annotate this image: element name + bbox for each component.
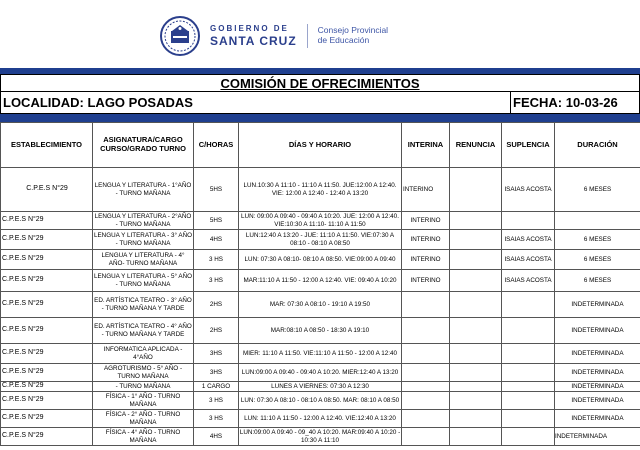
col-dias: DÍAS Y HORARIO <box>239 123 402 168</box>
cell-interina: INTERINO <box>402 212 450 230</box>
cell-horas: 5HS <box>194 212 239 230</box>
cell-suplencia <box>502 392 555 410</box>
cell-establecimiento: C.P.E.S N°29 <box>1 382 93 392</box>
cell-horas: 1 CARGO <box>194 382 239 392</box>
table-row <box>1 318 640 344</box>
cell-interina <box>402 428 450 446</box>
cell-dias: MIER: 11:10 A 11:50. VIE:11:10 A 11:50 - 12:00 A 12:40 <box>239 344 402 364</box>
consejo-name <box>318 26 388 46</box>
cell-dias: LUNES A VIERNES: 07:30 A 12:30 <box>239 382 402 392</box>
cell-establecimiento: C.P.E.S N°29 <box>1 364 93 382</box>
col-establecimiento: ESTABLECIMIENTO <box>1 123 93 168</box>
government-name <box>210 25 297 47</box>
cell-renuncia <box>450 212 502 230</box>
cell-horas: 4HS <box>194 428 239 446</box>
cell-duracion: INDETERMINADA <box>555 344 640 364</box>
table-row <box>1 428 640 446</box>
cell-duracion <box>555 428 640 446</box>
table-row <box>1 250 640 270</box>
cell-suplencia: ISAIAS ACOSTA <box>502 230 555 250</box>
cell-duracion: 6 MESES <box>555 230 640 250</box>
cell-renuncia <box>450 250 502 270</box>
cell-establecimiento: C.P.E.S N°29 <box>1 168 93 212</box>
table-row <box>1 270 640 292</box>
cell-establecimiento: C.P.E.S N°29 <box>1 230 93 250</box>
cell-horas: 2HS <box>194 292 239 318</box>
cell-suplencia <box>502 212 555 230</box>
cell-renuncia <box>450 382 502 392</box>
cell-asignatura: ED. ARTÍSTICA TEATRO - 3° AÑO - TURNO MAÑANA Y TARDE <box>93 292 194 318</box>
cell-duracion-text: INDETERMINADA <box>555 432 608 440</box>
cell-horas: 3HS <box>194 344 239 364</box>
cell-asignatura: FÍSICA - 1° AÑO - TURNO MAÑANA <box>93 392 194 410</box>
table-row <box>1 382 640 392</box>
table-row <box>1 392 640 410</box>
col-renuncia: RENUNCIA <box>450 123 502 168</box>
cell-dias: LUN: 07:30 A 08:10- 08:10 A 08:50. VIE:09:00 A 09:40 <box>239 250 402 270</box>
cell-establecimiento: C.P.E.S N°29 <box>1 212 93 230</box>
cell-asignatura: FÍSICA - 4° AÑO - TURNO MAÑANA <box>93 428 194 446</box>
cell-dias: MAR:11:10 A 11:50 - 12:00 A 12:40. VIE: 09:40 A 10:20 <box>239 270 402 292</box>
cell-establecimiento: C.P.E.S N°29 <box>1 318 93 344</box>
cell-dias: LUN: 09:00 A 09:40 - 09:40 A 10:20. JUE: 12:00 A 12:40. VIE:10:30 A 11:10- 11:10 A 11:50 <box>239 212 402 230</box>
cell-asignatura-text: LENGUA Y LITERATURA - 1°AÑO - TURNO MAÑANA <box>94 182 192 197</box>
cell-dias: MAR:08:10 A 08:50 - 18:30 A 19:10 <box>239 318 402 344</box>
cell-interina: INTERINO <box>402 230 450 250</box>
cell-duracion: 6 MESES <box>555 270 640 292</box>
table-blue-bar <box>0 114 640 122</box>
document-header <box>0 0 640 68</box>
cell-establecimiento: C.P.E.S N°29 <box>1 428 93 446</box>
cell-establecimiento: C.P.E.S N°29 <box>1 344 93 364</box>
cell-interina <box>402 364 450 382</box>
table-row <box>1 168 640 212</box>
col-duracion: DURACIÓN <box>555 123 640 168</box>
cell-asignatura: ED. ARTÍSTICA TEATRO - 4° AÑO - TURNO MAÑANA Y TARDE <box>93 318 194 344</box>
cell-interina <box>402 410 450 428</box>
consejo-line-1: Consejo Provincial <box>317 25 389 36</box>
cell-interina-text: INTERINO <box>403 185 434 193</box>
cell-renuncia <box>450 410 502 428</box>
cell-suplencia <box>502 410 555 428</box>
cell-dias: LUN: 11:10 A 11:50 - 12:00 A 12:40. VIE:12:40 A 13:20 <box>239 410 402 428</box>
province-seal-icon <box>160 16 200 56</box>
cell-establecimiento: C.P.E.S N°29 <box>1 410 93 428</box>
cell-renuncia <box>450 364 502 382</box>
location-row <box>0 92 640 114</box>
cell-suplencia <box>502 364 555 382</box>
fecha-label: FECHA: 10-03-26 <box>513 95 618 110</box>
cell-renuncia <box>450 344 502 364</box>
cell-duracion <box>555 212 640 230</box>
cell-suplencia <box>502 318 555 344</box>
cell-horas: 3 HS <box>194 250 239 270</box>
cell-horas: 3 HS <box>194 392 239 410</box>
table-header-row <box>1 123 640 168</box>
cell-renuncia <box>450 428 502 446</box>
cell-establecimiento: C.P.E.S N°29 <box>1 292 93 318</box>
cell-interina <box>402 292 450 318</box>
cell-establecimiento: C.P.E.S N°29 <box>1 250 93 270</box>
cell-horas: 3HS <box>194 364 239 382</box>
cell-suplencia <box>502 428 555 446</box>
table-row <box>1 344 640 364</box>
cell-duracion: INDETERMINADA <box>555 392 640 410</box>
logo-divider <box>307 24 308 48</box>
government-line-1: GOBIERNO DE <box>210 24 289 33</box>
col-asignatura: ASIGNATURA/CARGO CURSO/GRADO TURNO <box>93 123 194 168</box>
cell-duracion: INDETERMINADA <box>555 364 640 382</box>
cell-interina: INTERINO <box>402 270 450 292</box>
cell-horas: 2HS <box>194 318 239 344</box>
cell-asignatura: LENGUA Y LITERATURA - 4° AÑO- TURNO MAÑANA <box>93 250 194 270</box>
title-row <box>0 74 640 92</box>
cell-interina <box>402 382 450 392</box>
table-row <box>1 410 640 428</box>
cell-asignatura <box>93 168 194 212</box>
cell-asignatura: AGROTURISMO - 5° AÑO - TURNO MAÑANA <box>93 364 194 382</box>
cell-duracion: 6 MESES <box>555 250 640 270</box>
col-interina: INTERINA <box>402 123 450 168</box>
cell-asignatura: INFORMATICA APLICADA - 4°AÑO <box>93 344 194 364</box>
cell-dias: LUN.10:30 A 11:10 - 11:10 A 11:50. JUE:12:00 A 12:40. VIE: 12:00 A 12:40 - 12:40 A 13:20 <box>239 168 402 212</box>
cell-interina <box>402 168 450 212</box>
cell-renuncia <box>450 168 502 212</box>
cell-horas: 3 HS <box>194 270 239 292</box>
cell-renuncia <box>450 318 502 344</box>
localidad-label: LOCALIDAD: LAGO POSADAS <box>1 92 511 113</box>
cell-renuncia <box>450 270 502 292</box>
cell-suplencia: ISAIAS ACOSTA <box>502 270 555 292</box>
cell-suplencia: ISAIAS ACOSTA <box>502 250 555 270</box>
cell-duracion: 6 MESES <box>555 168 640 212</box>
offers-table <box>0 122 640 446</box>
cell-dias: LUN:12:40 A 13:20 - JUE: 11:10 A 11:50. VIE:07:30 A 08:10 - 08:10 A 08:50 <box>239 230 402 250</box>
table-row <box>1 230 640 250</box>
col-suplencia: SUPLENCIA <box>502 123 555 168</box>
cell-suplencia: ISAIAS ACOSTA <box>502 168 555 212</box>
cell-dias: LUN:09:00 A 09:40 - 09:40 A 10:20. MIER:12:40 A 13:20 <box>239 364 402 382</box>
cell-renuncia <box>450 230 502 250</box>
cell-horas: 3 HS <box>194 410 239 428</box>
cell-asignatura: LENGUA Y LITERATURA - 3° AÑO - TURNO MAÑANA <box>93 230 194 250</box>
cell-interina <box>402 392 450 410</box>
cell-interina: INTERINO <box>402 250 450 270</box>
cell-suplencia <box>502 382 555 392</box>
cell-duracion: INDETERMINADA <box>555 382 640 392</box>
cell-dias: MAR: 07:30 A 08:10 - 19:10 A 19:50 <box>239 292 402 318</box>
table-row <box>1 212 640 230</box>
cell-dias: LUN: 07:30 A 08:10 - 08:10 A 08:50. MAR: 08:10 A 08:50 <box>239 392 402 410</box>
table-row <box>1 364 640 382</box>
cell-asignatura: FÍSICA - 2° AÑO - TURNO MAÑANA <box>93 410 194 428</box>
cell-establecimiento: C.P.E.S N°29 <box>1 270 93 292</box>
cell-dias: LUN:09:00 A 09:40 - 09_40 A 10:20. MAR:09:40 A 10:20 - 10:30 A 11:10 <box>239 429 401 444</box>
consejo-line-2: de Educación <box>317 35 370 45</box>
government-logo <box>160 16 388 56</box>
cell-asignatura: - TURNO MAÑANA <box>93 382 194 392</box>
cell-renuncia <box>450 292 502 318</box>
cell-interina <box>402 318 450 344</box>
document-title: COMISIÓN DE OFRECIMIENTOS <box>220 75 420 91</box>
cell-suplencia <box>502 344 555 364</box>
government-line-2: SANTA CRUZ <box>210 34 297 48</box>
cell-suplencia <box>502 292 555 318</box>
cell-duracion: INDETERMINADA <box>555 410 640 428</box>
cell-interina <box>402 344 450 364</box>
cell-asignatura: LENGUA Y LITERATURA - 5° AÑO - TURNO MAÑANA <box>93 270 194 292</box>
cell-horas: 5HS <box>194 168 239 212</box>
cell-asignatura: LENGUA Y LITERATURA - 2°AÑO - TURNO MAÑANA <box>93 212 194 230</box>
cell-duracion: INDETERMINADA <box>555 292 640 318</box>
cell-duracion: INDETERMINADA <box>555 318 640 344</box>
col-horas: C/HORAS <box>194 123 239 168</box>
cell-establecimiento: C.P.E.S N°29 <box>1 392 93 410</box>
cell-renuncia <box>450 392 502 410</box>
cell-horas: 4HS <box>194 230 239 250</box>
table-row <box>1 292 640 318</box>
